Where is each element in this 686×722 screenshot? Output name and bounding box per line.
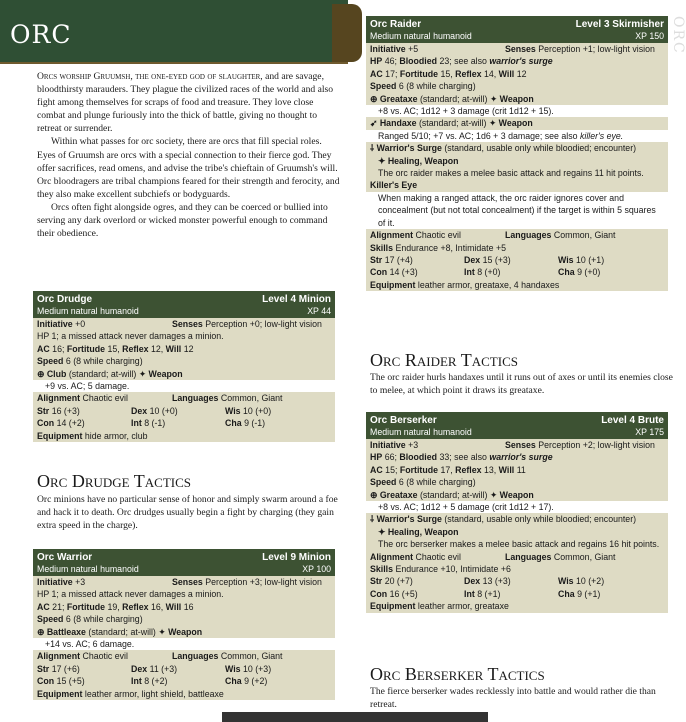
- defenses-row: AC 16; Fortitude 15, Reflex 12, Will 12: [33, 343, 335, 355]
- abilities-row-2: Con 14 (+3) Int 8 (+0) Cha 9 (+0): [366, 266, 668, 278]
- speed-row: Speed 6 (8 while charging): [33, 355, 335, 367]
- power-text: The orc raider makes a melee basic attack and regains 11 hit points.: [366, 167, 668, 179]
- equipment-row: Equipment leather armor, light shield, battleaxe: [33, 688, 335, 700]
- abilities-row-2: Con 14 (+2) Int 8 (-1) Cha 9 (-1): [33, 417, 335, 429]
- abilities-row-1: Str 20 (+7) Dex 13 (+3) Wis 10 (+2): [366, 575, 668, 587]
- power-warriors-surge: ⸸ Warrior's Surge (standard, usable only while bloodied; encounter): [366, 142, 668, 154]
- initiative-row: Initiative +0 Senses Perception +0; low-light vision: [33, 318, 335, 330]
- monster-xp: XP 44: [307, 306, 331, 316]
- equipment-row: Equipment leather armor, greataxe, 4 handaxes: [366, 279, 668, 291]
- speed-row: Speed 6 (8 while charging): [366, 80, 668, 92]
- monster-type: Medium natural humanoid: [37, 564, 139, 574]
- page-title: ORC: [10, 20, 72, 49]
- abilities-row-1: Str 16 (+3) Dex 10 (+0) Wis 10 (+0): [33, 405, 335, 417]
- power-greataxe: ⊕ Greataxe (standard; at-will) ✦ Weapon: [366, 93, 668, 105]
- power-warriors-surge: ⸸ Warrior's Surge (standard, usable only while bloodied; encounter): [366, 513, 668, 525]
- initiative-row: Initiative +5 Senses Perception +1; low-light vision: [366, 43, 668, 55]
- stat-header: [33, 291, 335, 318]
- power-greataxe: ⊕ Greataxe (standard; at-will) ✦ Weapon: [366, 489, 668, 501]
- berserker-tactics-text: The fierce berserker wades recklessly into battle and would rather die than retreat.: [370, 686, 656, 710]
- intro-paragraph-2: Within what passes for orc society, there are orcs that fill special roles. Eyes of Gruumsh are orcs with a special connection to their fierce god. They offer sacrifices, read omens, and advise the tribe's chieftain of Gruumsh's will. Orc bloodragers are tribal champions feared for their strength and ferocity, and they also make excellent subchiefs or bodyguards.: [37, 136, 340, 200]
- abilities-row-1: Str 17 (+4) Dex 15 (+3) Wis 10 (+1): [366, 254, 668, 266]
- defenses-row: AC 15; Fortitude 17, Reflex 13, Will 11: [366, 464, 668, 476]
- skills-row: Skills Endurance +10, Intimidate +6: [366, 563, 668, 575]
- monster-name: Orc Drudge: [37, 294, 93, 305]
- stat-block-berserker: [366, 412, 668, 613]
- skills-row: Skills Endurance +8, Intimidate +5: [366, 242, 668, 254]
- melee-basic-icon: ⸸: [370, 143, 375, 154]
- stat-block-warrior: [33, 549, 335, 700]
- melee-icon: ⊕: [37, 368, 45, 379]
- defenses-row: AC 17; Fortitude 15, Reflex 14, Will 12: [366, 68, 668, 80]
- power-text: Ranged 5/10; +7 vs. AC; 1d6 + 3 damage; see also killer's eye.: [378, 130, 624, 141]
- defenses-row: AC 21; Fortitude 19, Reflex 16, Will 16: [33, 601, 335, 613]
- monster-xp: XP 150: [635, 31, 664, 41]
- raider-tactics-heading: Orc Raider Tactics: [370, 350, 518, 370]
- power-keywords: ✦ Healing, Weapon: [366, 526, 668, 538]
- monster-type: Medium natural humanoid: [370, 31, 472, 41]
- alignment-row: Alignment Chaotic evil Languages Common, Giant: [33, 392, 335, 404]
- alignment-row: Alignment Chaotic evil Languages Common, Giant: [33, 650, 335, 662]
- alignment-row: Alignment Chaotic evil Languages Common, Giant: [366, 551, 668, 563]
- initiative-row: Initiative +3 Senses Perception +2; low-light vision: [366, 439, 668, 451]
- monster-level: Level 4 Minion: [262, 294, 331, 305]
- monster-level: Level 9 Minion: [262, 552, 331, 563]
- stat-block-drudge: [33, 291, 335, 442]
- monster-level: Level 4 Brute: [601, 415, 664, 426]
- melee-icon: ⊕: [370, 489, 378, 500]
- melee-basic-icon: ⸸: [370, 514, 375, 525]
- initiative-row: Initiative +3 Senses Perception +3; low-light vision: [33, 576, 335, 588]
- power-text: The orc berserker makes a melee basic attack and regains 16 hit points.: [366, 538, 668, 550]
- power-keywords: ✦ Healing, Weapon: [366, 155, 668, 167]
- power-text: +14 vs. AC; 6 damage.: [45, 639, 135, 650]
- title-banner: [0, 0, 348, 64]
- hp-row: HP 1; a missed attack never damages a minion.: [33, 330, 335, 342]
- stat-header: [366, 412, 668, 439]
- power-handaxe: ➹ Handaxe (standard; at-will) ✦ Weapon: [366, 117, 668, 129]
- power-text: +9 vs. AC; 5 damage.: [45, 381, 130, 392]
- abilities-row-2: Con 15 (+5) Int 8 (+2) Cha 9 (+2): [33, 675, 335, 687]
- intro-paragraph-3: Orcs often fight alongside ogres, and they can be coerced or bullied into serving any dark overlord or wicked monster powerful enough to command their obedience.: [37, 201, 328, 240]
- power-text: +8 vs. AC; 1d12 + 3 damage (crit 1d12 + 15).: [378, 106, 554, 117]
- speed-row: Speed 6 (8 while charging): [33, 613, 335, 625]
- power-killers-eye: Killer's Eye: [366, 179, 668, 191]
- equipment-row: Equipment hide armor, club: [33, 430, 335, 442]
- abilities-row-1: Str 17 (+6) Dex 11 (+3) Wis 10 (+3): [33, 663, 335, 675]
- alignment-row: Alignment Chaotic evil Languages Common, Giant: [366, 229, 668, 241]
- power-text: +8 vs. AC; 1d12 + 5 damage (crit 1d12 + 17).: [378, 502, 554, 513]
- hp-row: HP 46; Bloodied 23; see also warrior's surge: [366, 55, 668, 67]
- viewer-overlay-bar: [222, 712, 488, 722]
- melee-icon: ⊕: [37, 626, 45, 637]
- monster-name: Orc Raider: [370, 19, 422, 30]
- abilities-row-2: Con 16 (+5) Int 8 (+1) Cha 9 (+1): [366, 588, 668, 600]
- ranged-icon: ➹: [370, 118, 378, 129]
- monster-type: Medium natural humanoid: [370, 427, 472, 437]
- intro-paragraph-1: Orcs worship Gruumsh, the one-eyed god of slaughter, and are savage, bloodthirsty marauders. They plague the civilized races of the world and also fight among themselves for scraps of food and treasure. They love close combat and plunge furiously into the thick of battle, giving no thought to retreat or surrender.: [37, 71, 334, 135]
- speed-row: Speed 6 (8 while charging): [366, 476, 668, 488]
- melee-icon: ⊕: [370, 93, 378, 104]
- stat-block-raider: [366, 16, 668, 291]
- power-club: ⊕ Club (standard; at-will) ✦ Weapon: [33, 368, 335, 380]
- monster-name: Orc Berserker: [370, 415, 437, 426]
- berserker-tactics-heading: Orc Berserker Tactics: [370, 664, 545, 684]
- monster-level: Level 3 Skirmisher: [575, 19, 664, 30]
- monster-xp: XP 100: [302, 564, 331, 574]
- intro-text: [37, 70, 342, 240]
- monster-xp: XP 175: [635, 427, 664, 437]
- stat-header: [366, 16, 668, 43]
- power-battleaxe: ⊕ Battleaxe (standard; at-will) ✦ Weapon: [33, 626, 335, 638]
- hp-row: HP 66; Bloodied 33; see also warrior's surge: [366, 451, 668, 463]
- power-text: When making a ranged attack, the orc raider ignores cover and concealment (but not total concealment) if the target is within 5 squares of it.: [378, 192, 656, 228]
- drudge-tactics-text: Orc minions have no particular sense of honor and simply swarm around a foe and hack it to death. Orc drudges usually begin a fight by charging (they gain extra speed in the charge).: [37, 494, 338, 531]
- raider-tactics-text: The orc raider hurls handaxes until it runs out of axes or until its enemies close to melee, at which point it draws its greataxe.: [370, 372, 673, 396]
- equipment-row: Equipment leather armor, greataxe: [366, 600, 668, 612]
- drudge-tactics-heading: Orc Drudge Tactics: [37, 471, 192, 491]
- monster-name: Orc Warrior: [37, 552, 93, 563]
- stat-header: [33, 549, 335, 576]
- monster-type: Medium natural humanoid: [37, 306, 139, 316]
- hp-row: HP 1; a missed attack never damages a minion.: [33, 588, 335, 600]
- side-tab-label: ORC: [670, 16, 686, 55]
